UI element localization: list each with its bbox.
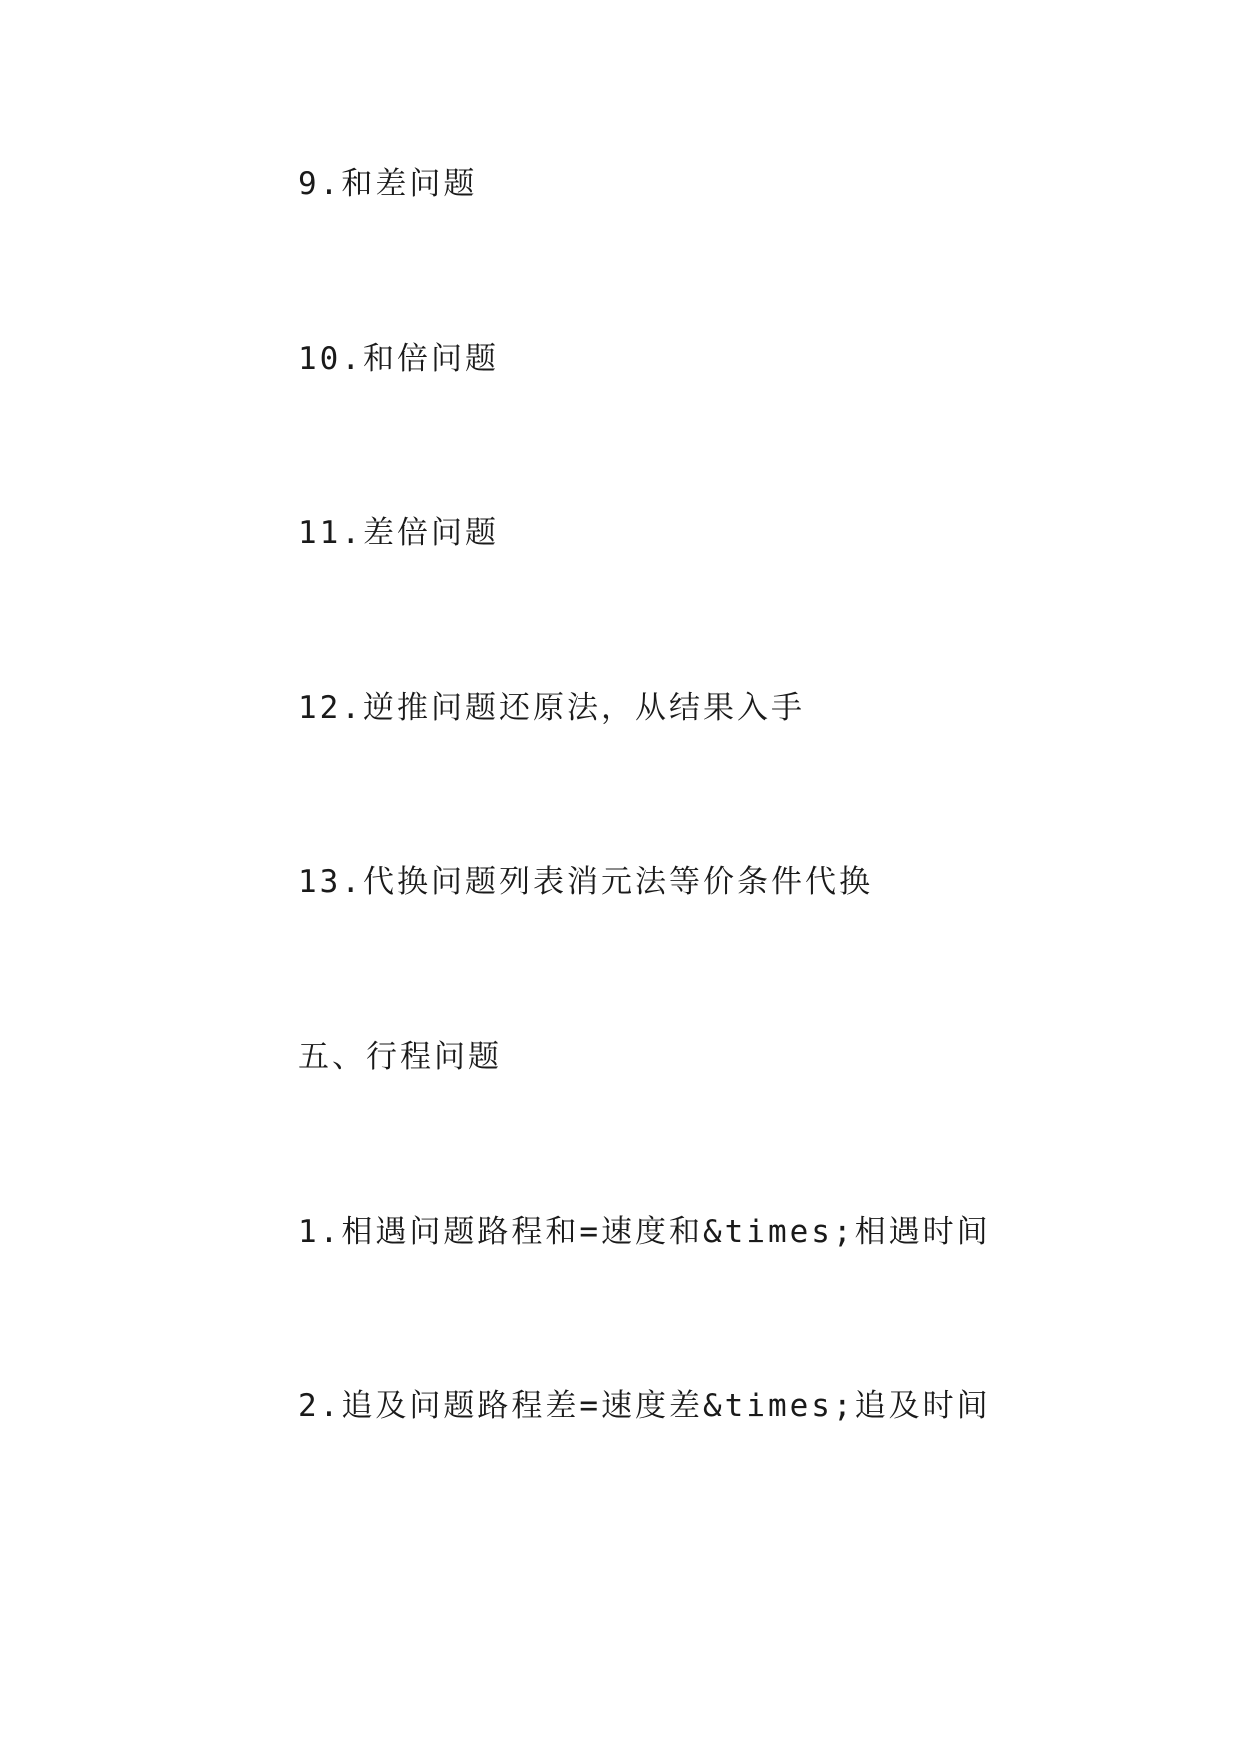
list-item-sum-multiple: 10.和倍问题 <box>298 341 499 377</box>
section-heading-travel-problems: 五、行程问题 <box>298 1039 502 1075</box>
list-item-meeting-problem: 1.相遇问题路程和=速度和&times;相遇时间 <box>298 1214 991 1250</box>
list-item-substitution: 13.代换问题列表消元法等价条件代换 <box>298 864 873 900</box>
list-item-reverse-reasoning: 12.逆推问题还原法，从结果入手 <box>298 690 805 726</box>
list-item-chasing-problem: 2.追及问题路程差=速度差&times;追及时间 <box>298 1388 991 1424</box>
list-item-sum-difference: 9.和差问题 <box>298 166 478 202</box>
list-item-difference-multiple: 11.差倍问题 <box>298 515 499 551</box>
